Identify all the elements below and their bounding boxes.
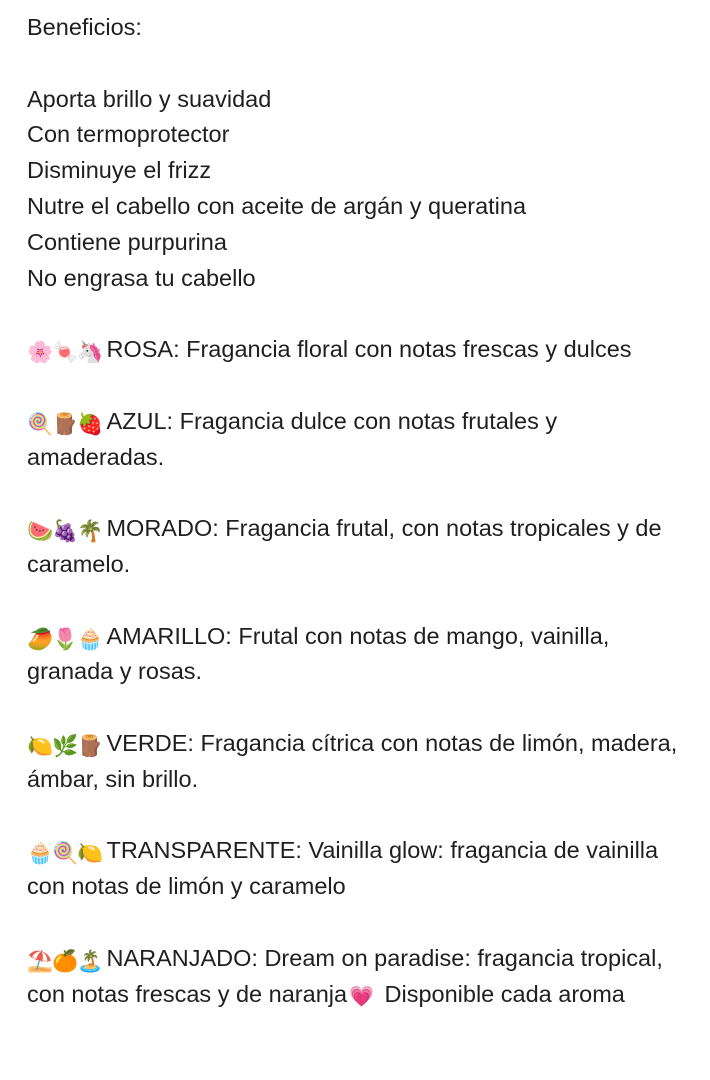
spacer bbox=[27, 368, 687, 404]
emoji-group bbox=[27, 726, 102, 762]
beach-umbrella-icon: ⛱️ bbox=[27, 949, 53, 973]
palm-tree-icon: 🌴 bbox=[77, 520, 103, 544]
unicorn-icon: 🦄 bbox=[77, 341, 103, 365]
lemon-icon: 🍋 bbox=[77, 842, 103, 866]
fragrance-amarillo bbox=[27, 619, 687, 691]
fragrance-azul bbox=[27, 404, 687, 476]
emoji-group bbox=[27, 404, 102, 440]
spacer bbox=[27, 46, 687, 82]
spacer bbox=[27, 296, 687, 332]
lemon-icon: 🍋 bbox=[27, 734, 53, 758]
spacer bbox=[27, 690, 687, 726]
orange-icon: 🍊 bbox=[52, 949, 78, 973]
fragrance-text: TRANSPARENTE: Vainilla glow: fragancia de vainilla con notas de limón y caramelo bbox=[27, 837, 659, 900]
spacer bbox=[27, 905, 687, 941]
fragrance-naranjado bbox=[27, 941, 687, 1013]
benefit-item: Aporta brillo y suavidad bbox=[27, 85, 272, 112]
emoji-group bbox=[27, 833, 102, 869]
watermelon-icon: 🍉 bbox=[27, 520, 53, 544]
fragrance-transparente bbox=[27, 833, 687, 905]
availability-text: Disponible cada aroma bbox=[384, 980, 625, 1007]
document-body bbox=[27, 10, 687, 1012]
spacer bbox=[27, 798, 687, 834]
spacer bbox=[27, 475, 687, 511]
benefits-heading: Beneficios: bbox=[27, 14, 142, 40]
fragrance-morado bbox=[27, 511, 687, 583]
pink-heart-icon: 💗 bbox=[349, 985, 374, 1008]
cupcake-icon: 🧁 bbox=[27, 842, 53, 866]
lollipop-icon: 🍭 bbox=[52, 842, 78, 866]
desert-island-icon: 🏝️ bbox=[77, 949, 103, 973]
strawberry-icon: 🍓 bbox=[77, 412, 103, 436]
emoji-group bbox=[27, 941, 102, 977]
mango-icon: 🥭 bbox=[27, 627, 53, 651]
fragrance-text: AZUL: Fragancia dulce con notas frutales y amaderadas. bbox=[27, 407, 558, 470]
benefit-item: Con termoprotector bbox=[27, 121, 230, 148]
fragrance-text: AMARILLO: Frutal con notas de mango, vainilla, granada y rosas. bbox=[27, 622, 610, 685]
fragrance-text: MORADO: Fragancia frutal, con notas tropicales y de caramelo. bbox=[27, 515, 662, 577]
benefit-item: Disminuye el frizz bbox=[27, 157, 212, 184]
wood-icon: 🪵 bbox=[77, 734, 103, 758]
fragrance-verde bbox=[27, 726, 687, 798]
benefit-item: Nutre el cabello con aceite de argán y queratina bbox=[27, 192, 527, 219]
benefit-item: Contiene purpurina bbox=[27, 228, 227, 255]
benefit-item: No engrasa tu cabello bbox=[27, 264, 256, 291]
cherry-blossom-icon: 🌸 bbox=[27, 341, 53, 365]
fragrance-text: ROSA: Fragancia floral con notas frescas y dulces bbox=[106, 336, 632, 363]
wood-icon: 🪵 bbox=[52, 412, 78, 436]
fragrance-text: NARANJADO: Dream on paradise: fragancia tropical, con notas frescas y de naranja bbox=[27, 944, 663, 1007]
grapes-icon: 🍇 bbox=[52, 520, 78, 544]
emoji-group bbox=[27, 619, 102, 655]
herb-icon: 🌿 bbox=[52, 734, 78, 758]
fragrance-rosa bbox=[27, 332, 687, 368]
spacer bbox=[27, 583, 687, 619]
tulip-icon: 🌷 bbox=[52, 627, 78, 651]
fragrance-text: VERDE: Fragancia cítrica con notas de limón, madera, ámbar, sin brillo. bbox=[27, 729, 678, 792]
lollipop-icon: 🍭 bbox=[27, 412, 53, 436]
candy-icon: 🍬 bbox=[52, 341, 78, 365]
emoji-group bbox=[27, 511, 102, 547]
emoji-group bbox=[27, 332, 102, 368]
cupcake-icon: 🧁 bbox=[77, 627, 103, 651]
